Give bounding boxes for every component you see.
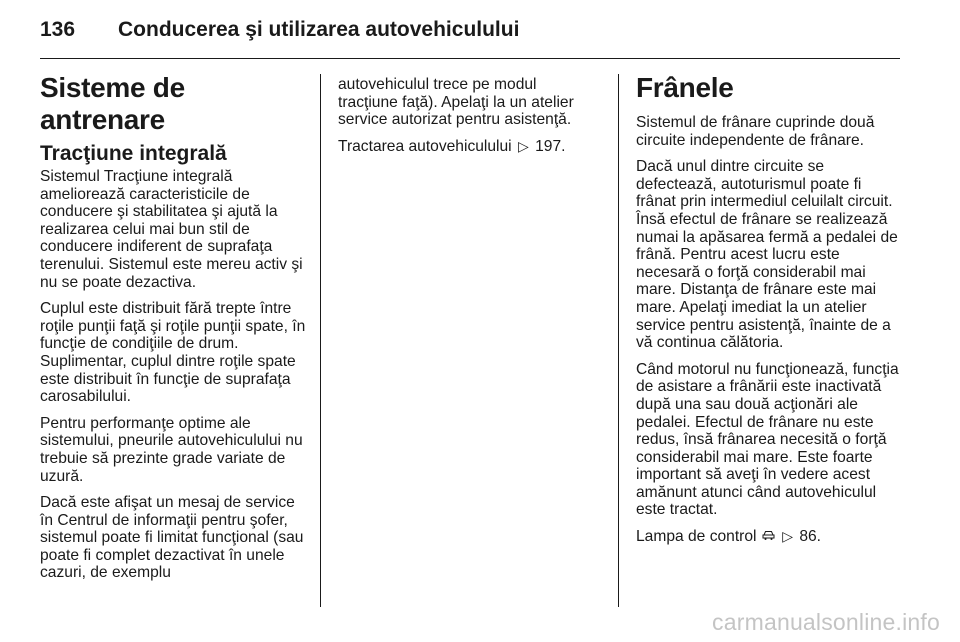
towing-reference-page[interactable]: 197. xyxy=(535,137,566,155)
paragraph: Sistemul Tracţiune integrală ameliorează caracteristicile de conducere şi stabilitatea şi ajută la realizarea celui mai bun stil de conducere indiferent de suprafaţa terenului. Sistemul este mereu activ şi nu se poate dezactiva. xyxy=(40,168,303,291)
column-3 xyxy=(636,72,904,555)
column-divider xyxy=(618,74,619,607)
control-lamp-text: Lampa de control xyxy=(636,528,757,546)
paragraph: Sistemul de frânare cuprinde două circuite independente de frânare. xyxy=(636,114,875,149)
subsection-title-awd: Tracţiune integrală xyxy=(40,142,227,165)
car-control-lamp-icon xyxy=(762,528,775,546)
reference-arrow-icon: ▷ xyxy=(518,137,529,154)
paragraph: Cuplul este distribuit fără trepte între roţile punţii faţă şi roţile punţii spate, în funcţie de condiţiile de drum. Suplimentar, cuplul dintre roţile spate este distribuit în funcţie de suprafaţa carosabilului. xyxy=(40,300,306,406)
section-title-brakes: Frânele xyxy=(636,72,734,103)
control-lamp-page[interactable]: 86. xyxy=(799,528,821,546)
paragraph: Când motorul nu funcţionează, funcţia de asistare a frânării este inactivată după una sau două acţionări ale pedalei. Efectul de frânare nu este redus, însă frânarea necesită o forţă considerabil mai mare. Este foarte important să aveţi în vedere acest amănunt atunci când autovehiculul este tractat. xyxy=(636,360,899,519)
paragraph: Dacă unul dintre circuite se defectează, autoturismul poate fi frânat prin intermediul celuilalt circuit. Însă efectul de frânare se realizează numai la apăsarea fermă a pedalei de frână. Pentru acest lucru este necesară o forţă considerabil mai mare. Distanţa de frânare este mai mare. Apelaţi imediat la un atelier service pentru asistenţă, înainte de a vă continua călătoria. xyxy=(636,158,898,352)
reference-arrow-icon: ▷ xyxy=(782,528,793,545)
towing-reference xyxy=(338,138,588,156)
chapter-title: Conducerea şi utilizarea autovehiculului xyxy=(118,18,520,41)
column-2 xyxy=(338,76,588,164)
paragraph: autovehiculul trece pe modul tracţiune faţă). Apelaţi la un atelier service autorizat pentru asistenţă. xyxy=(338,76,574,129)
column-1 xyxy=(40,72,308,591)
column-divider xyxy=(320,74,321,607)
page-number: 136 xyxy=(40,18,76,41)
paragraph: Pentru performanţe optime ale sistemului, pneurile autovehiculului nu trebuie să prezinte grade variate de uzură. xyxy=(40,414,303,485)
section-title-drive-systems: Sisteme de antrenare xyxy=(40,72,185,135)
towing-reference-text: Tractarea autovehiculului xyxy=(338,137,512,155)
page-header xyxy=(40,18,900,59)
control-lamp-reference xyxy=(636,528,904,546)
watermark: carmanualsonline.info xyxy=(712,609,940,635)
paragraph: Dacă este afişat un mesaj de service în Centrul de informaţii pentru şofer, sistemul poate fi limitat funcţional (sau poate fi complet dezactivat în unele cazuri, de exemplu xyxy=(40,494,304,582)
